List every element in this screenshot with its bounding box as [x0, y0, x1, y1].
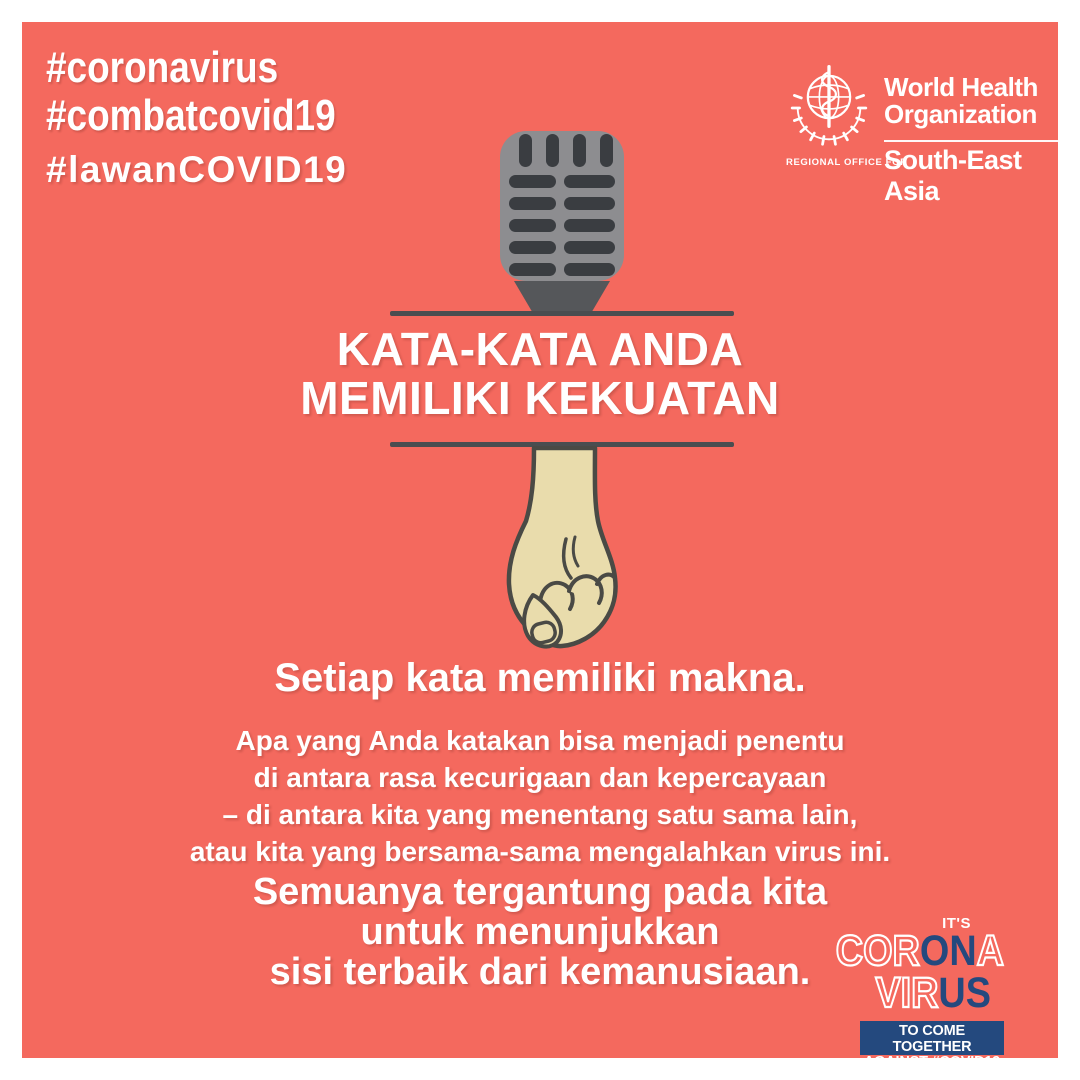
- who-office-prefix: REGIONAL OFFICE FOR: [786, 157, 908, 168]
- paragraph-line: Apa yang Anda katakan bisa menjadi penentu: [235, 725, 845, 756]
- campaign-letter: A: [976, 927, 1004, 975]
- poster-headline: [22, 325, 1058, 423]
- campaign-word-corona: [828, 927, 1004, 975]
- who-name-line1: World Health: [884, 72, 1038, 102]
- campaign-letter: R: [892, 927, 920, 975]
- paragraph-line: – di antara kita yang menentang satu sama lain,: [222, 799, 858, 830]
- poster-background: [22, 22, 1058, 1070]
- who-emblem-icon: [783, 62, 875, 154]
- campaign-letter: I: [900, 969, 912, 1017]
- sign-top-rule: [390, 311, 734, 316]
- campaign-letter: O: [919, 927, 950, 975]
- campaign-word-virus: [826, 969, 991, 1017]
- campaign-banner-line1: TO COME TOGETHER: [892, 1023, 972, 1055]
- paragraph: [22, 722, 1058, 870]
- campaign-letter: U: [938, 969, 966, 1017]
- closing-line: Semuanya tergantung pada kita: [252, 871, 828, 913]
- hashtag-coronavirus: #coronavirus: [46, 43, 279, 92]
- headline-line1: KATA-KATA ANDA: [336, 323, 744, 375]
- campaign-letter: R: [911, 969, 939, 1017]
- campaign-letter: C: [835, 927, 864, 975]
- closing-line: untuk menunjukkan: [360, 911, 720, 953]
- campaign-letter: V: [875, 969, 901, 1017]
- who-region: South-East Asia: [884, 145, 1022, 206]
- hashtag-combatcovid19: #combatcovid19: [46, 91, 336, 140]
- campaign-letter: S: [965, 969, 991, 1017]
- hashtag-lawancovid19: #lawanCOVID19: [46, 149, 348, 190]
- who-divider: [884, 140, 1062, 142]
- who-name-line2: Organization: [884, 99, 1037, 129]
- campaign-letter: N: [949, 927, 977, 975]
- paragraph-line: di antara rasa kecurigaan dan kepercayaan: [253, 762, 827, 793]
- its-coronavirus-campaign-badge: [804, 912, 1004, 1071]
- campaign-its-label: IT'S: [942, 915, 971, 932]
- who-logo: [763, 42, 1063, 206]
- closing-line: sisi terbaik dari kemanusiaan.: [269, 951, 811, 993]
- campaign-letter: O: [863, 927, 893, 975]
- who-name: [884, 74, 1038, 128]
- subheadline: Setiap kata memiliki makna.: [274, 656, 806, 700]
- retro-microphone-illustration: [500, 131, 624, 315]
- campaign-banner-line2: AGAINST #COVID19: [863, 1054, 1001, 1070]
- headline-line2: MEMILIKI KEKUATAN: [300, 372, 780, 424]
- fist-holding-sign-illustration: [502, 446, 622, 651]
- paragraph-line: atau kita yang bersama-sama mengalahkan virus ini.: [189, 836, 891, 867]
- campaign-banner: [860, 1021, 1004, 1070]
- hashtag-block: [46, 44, 391, 191]
